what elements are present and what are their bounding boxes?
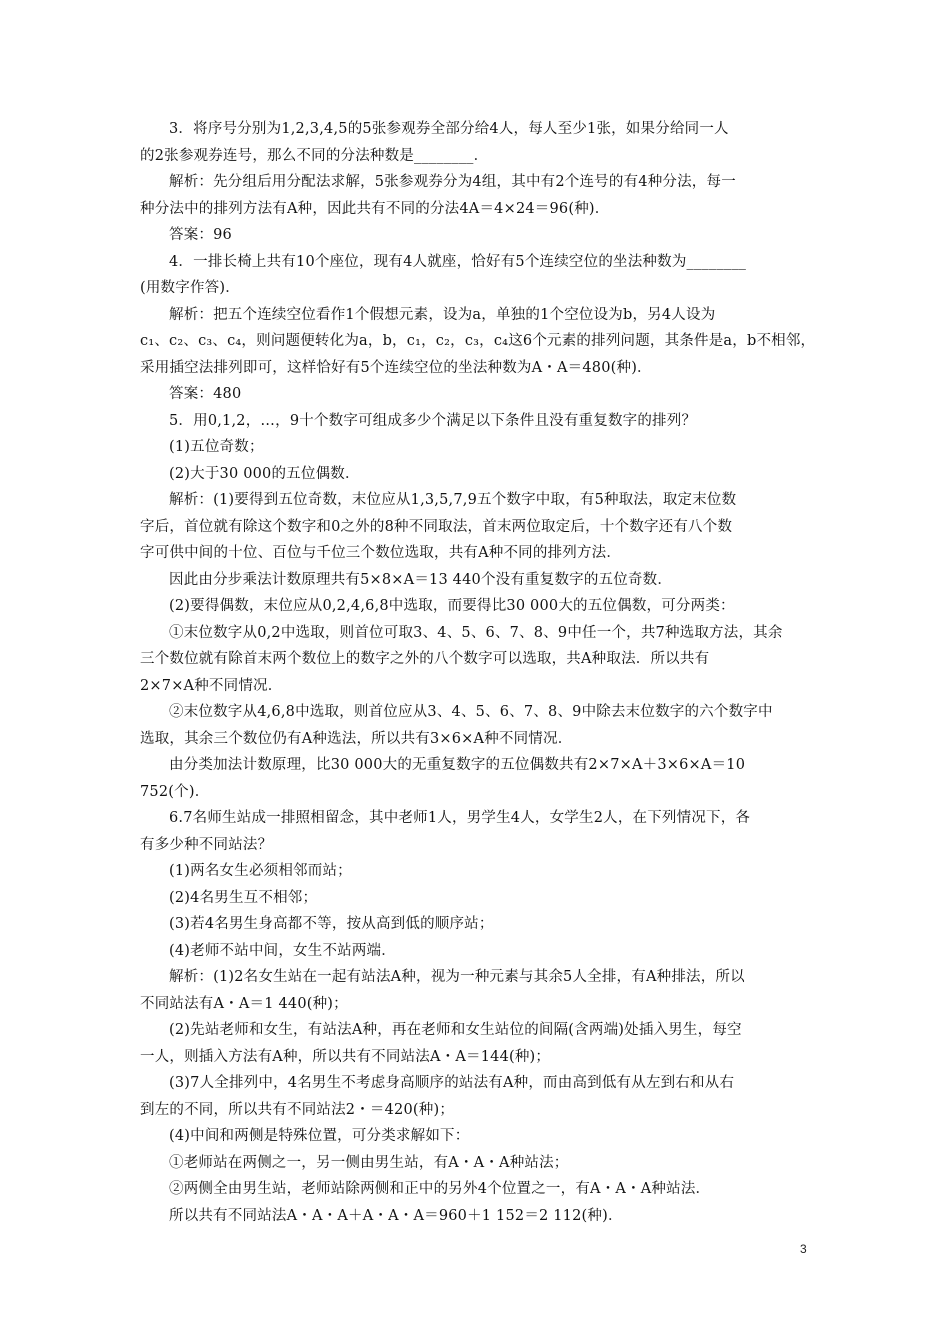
text-line: 一人，则插入方法有A种，所以共有不同站法A・A＝144(种)； (140, 1048, 551, 1065)
text-line: ②末位数字从4,6,8中选取，则首位应从3、4、5、6、7、8、9中除去末位数字的六个数字中 (169, 704, 773, 720)
text-line: 解析：(1)要得到五位奇数，末位应从1,3,5,7,9五个数字中取，有5种取法，取定末位数 (169, 492, 737, 508)
text-line: (2)先站老师和女生，有站法A种，再在老师和女生站位的间隔(含两端)处插入男生，每空 (169, 1022, 742, 1038)
text-line: 5．用0,1,2，…，9十个数字可组成多少个满足以下条件且没有重复数字的排列？ (169, 412, 697, 429)
text-line: 到左的不同，所以共有不同站法2・＝420(种)； (140, 1101, 455, 1118)
text-line: 解析：先分组后用分配法求解，5张参观券分为4组，其中有2个连号的有4种分法，每一 (169, 174, 736, 190)
text-line: 不同站法有A・A＝1 440(种)； (140, 995, 348, 1012)
text-line: 字可供中间的十位、百位与千位三个数位选取，共有A种不同的排列方法． (140, 545, 622, 561)
text-line: 的2张参观券连号，那么不同的分法种数是________． (140, 147, 489, 164)
text-line: (用数字作答)． (140, 280, 240, 296)
text-line: (2)要得偶数，末位应从0,2,4,6,8中选取，而要得比30 000大的五位偶数，可分两类： (169, 598, 735, 614)
text-line: 2×7×A种不同情况． (140, 677, 283, 694)
document-body (140, 116, 816, 1229)
text-line: 有多少种不同站法？ (140, 836, 273, 853)
text-line: (4)老师不站中间，女生不站两端． (169, 942, 396, 959)
text-line: (1)五位奇数； (169, 439, 264, 455)
text-line: 三个数位就有除首末两个数位上的数字之外的八个数字可以选取，共A种取法．所以共有 (140, 651, 710, 667)
text-line: (2)大于30 000的五位偶数． (169, 465, 360, 482)
text-line: 种分法中的排列方法有A种，因此共有不同的分法4A＝4×24＝96(种)． (140, 200, 610, 217)
text-line: 752(个)． (140, 783, 210, 800)
text-line: 所以共有不同站法A・A・A＋A・A・A＝960＋1 152＝2 112(种)． (169, 1207, 623, 1224)
text-line: 4．一排长椅上共有10个座位，现有4人就座，恰好有5个连续空位的坐法种数为________ (169, 253, 747, 270)
text-line: 解析：把五个连续空位看作1个假想元素，设为a，单独的1个空位设为b，另4人设为 (169, 306, 716, 323)
text-line: 答案：96 (169, 227, 232, 243)
text-line: (2)4名男生互不相邻； (169, 889, 318, 906)
text-line: 选取，其余三个数位仍有A种选法，所以共有3×6×A种不同情况． (140, 730, 573, 747)
text-line: 字后，首位就有除这个数字和0之外的8种不同取法，首末两位取定后，十个数字还有八个数 (140, 518, 733, 535)
text-line: ①末位数字从0,2中选取，则首位可取3、4、5、6、7、8、9中任一个，共7种选取方法，其余 (169, 624, 783, 641)
text-line: 由分类加法计数原理，比30 000大的无重复数字的五位偶数共有2×7×A＋3×6×A＝10 (169, 757, 746, 773)
text-line: ①老师站在两侧之一，另一侧由男生站，有A・A・A种站法； (169, 1154, 569, 1171)
text-line: 解析：(1)2名女生站在一起有站法A种，视为一种元素与其余5人全排，有A种排法，所以 (169, 969, 745, 985)
text-line: (4)中间和两侧是特殊位置，可分类求解如下： (169, 1128, 470, 1144)
text-line: (3)若4名男生身高都不等，按从高到低的顺序站； (169, 916, 494, 932)
text-line: 6.7名师生站成一排照相留念，其中老师1人，男学生4人，女学生2人，在下列情况下，各 (169, 810, 751, 826)
text-line: c₁、c₂、c₃、c₄，则问题便转化为a，b，c₁，c₂，c₃，c₄这6个元素的排列问题，其条件是a，b不相邻， (140, 333, 816, 349)
text-line: ②两侧全由男生站，老师站除两侧和正中的另外4个位置之一，有A・A・A种站法． (169, 1181, 711, 1197)
page-number: 3 (800, 1242, 807, 1256)
text-line: (3)7人全排列中，4名男生不考虑身高顺序的站法有A种，而由高到低有从左到右和从右 (169, 1075, 735, 1091)
text-line: 采用插空法排列即可，这样恰好有5个连续空位的坐法种数为A・A＝480(种)． (140, 359, 652, 376)
text-line: 答案：480 (169, 386, 242, 402)
text-line: 因此由分步乘法计数原理共有5×8×A＝13 440个没有重复数字的五位奇数． (169, 571, 673, 588)
text-line: (1)两名女生必须相邻而站； (169, 863, 352, 879)
text-line: 3．将序号分别为1,2,3,4,5的5张参观券全部分给4人，每人至少1张，如果分给同一人 (169, 121, 729, 137)
